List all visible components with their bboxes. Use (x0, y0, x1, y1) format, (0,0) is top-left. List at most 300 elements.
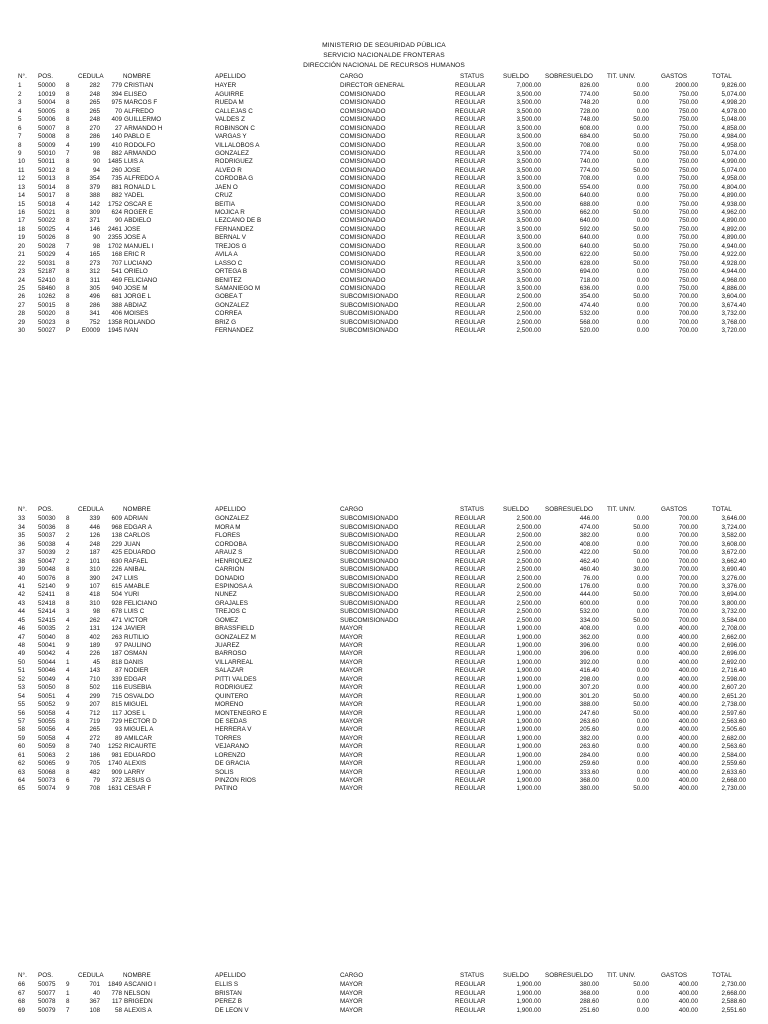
cedula-entry: 372 (111, 777, 122, 784)
total: 9,826.00 (721, 82, 746, 90)
last-name: ESPINOSA A (215, 582, 253, 590)
last-name: MONTENEGRO E (215, 709, 267, 717)
salary: 1,900.00 (516, 709, 541, 717)
expenses: 400.00 (678, 684, 698, 692)
overtime-pay: 380.00 (579, 785, 599, 793)
payroll-table-page-2 (0, 508, 768, 795)
status: REGULAR (455, 650, 486, 658)
salary: 3,500.00 (516, 90, 541, 98)
first-name: JAVIER (124, 625, 146, 633)
expenses: 750.00 (678, 268, 698, 276)
row-number: 59 (18, 734, 26, 742)
salary: 1,900.00 (516, 684, 541, 692)
overtime-pay: 640.00 (579, 192, 599, 200)
degree-bonus: 0.00 (636, 310, 649, 318)
total: 4,890.00 (721, 234, 746, 242)
row-number: 19 (18, 234, 26, 242)
last-name: NUNEZ (215, 591, 237, 599)
cedula-entry: 1485 (107, 158, 122, 166)
cedula-entry: 882 (111, 192, 122, 200)
payroll-table-page-1 (0, 75, 768, 337)
salary: 3,500.00 (516, 209, 541, 216)
cedula-book: 712 (89, 709, 100, 717)
row-number: 55 (18, 701, 26, 709)
expenses: 750.00 (678, 107, 698, 115)
table-row (0, 1008, 768, 1016)
position-code: 50006 (38, 116, 56, 124)
cedula-province: 2 (66, 625, 70, 633)
total: 3,732.00 (721, 310, 746, 318)
status: REGULAR (455, 301, 486, 309)
expenses: 400.00 (678, 650, 698, 658)
degree-bonus: 0.00 (636, 734, 649, 742)
cedula-province: 4 (66, 616, 70, 624)
first-name: ARMANDO (124, 149, 157, 157)
salary: 3,500.00 (516, 133, 541, 141)
row-number: 68 (18, 998, 26, 1006)
degree-bonus: 0.00 (636, 633, 649, 641)
overtime-pay: 263.60 (579, 717, 599, 725)
degree-bonus: 50.00 (633, 591, 649, 599)
status: REGULAR (455, 768, 486, 776)
degree-bonus: 0.00 (636, 684, 649, 692)
total: 2,738.00 (721, 701, 746, 709)
total: 4,962.00 (721, 209, 746, 216)
rank: MAYOR (340, 675, 363, 683)
total: 4,978.00 (721, 107, 746, 115)
first-name: RUTILIO (124, 633, 149, 641)
overtime-pay: 307.20 (579, 684, 599, 692)
salary: 3,500.00 (516, 268, 541, 276)
overtime-pay: 382.00 (579, 532, 599, 540)
position-code: 50079 (38, 1006, 56, 1014)
salary: 2,500.00 (516, 523, 541, 531)
cedula-entry: 409 (111, 116, 122, 124)
last-name: CORDOBA (215, 540, 247, 548)
last-name: DONADIO (215, 574, 245, 582)
first-name: FELICIANO (124, 599, 158, 607)
position-code: 50007 (38, 124, 56, 132)
position-code: 50037 (38, 532, 56, 540)
total: 2,607.20 (721, 684, 746, 692)
status: REGULAR (455, 709, 486, 717)
first-name: JESUS G (124, 777, 151, 784)
row-number: 25 (18, 284, 26, 292)
total: 2,505.60 (721, 726, 746, 734)
expenses: 700.00 (678, 301, 698, 309)
status: REGULAR (455, 209, 486, 216)
rank: MAYOR (340, 709, 363, 717)
first-name: ALFREDO A (124, 175, 160, 183)
cedula-book: 710 (89, 675, 100, 683)
cedula-province: 8 (66, 599, 70, 607)
salary: 2,500.00 (516, 318, 541, 326)
total: 4,890.00 (721, 192, 746, 200)
status: REGULAR (455, 726, 486, 734)
cedula-province: 8 (66, 90, 70, 98)
header-sueldo: SUELDO (503, 506, 529, 513)
cedula-entry: 425 (111, 549, 122, 557)
header-apellido: APELLIDO (215, 506, 246, 513)
overtime-pay: 640.00 (579, 242, 599, 250)
last-name: MOJICA R (215, 209, 245, 216)
cedula-entry: 263 (111, 633, 122, 641)
overtime-pay: 774.00 (579, 90, 599, 98)
first-name: EDGAR A (124, 523, 152, 531)
cedula-entry: 909 (111, 768, 122, 776)
cedula-entry: 624 (111, 209, 122, 216)
position-code: 50058 (38, 709, 56, 717)
cedula-entry: 609 (111, 515, 122, 523)
degree-bonus: 0.00 (636, 760, 649, 768)
rank: SUBCOMISIONADO (340, 515, 399, 523)
first-name: IVAN (124, 327, 139, 335)
degree-bonus: 50.00 (633, 116, 649, 124)
total: 5,074.00 (721, 90, 746, 98)
last-name: ELLIS S (215, 981, 239, 989)
total: 5,074.00 (721, 166, 746, 174)
degree-bonus: 50.00 (633, 692, 649, 700)
status: REGULAR (455, 149, 486, 157)
position-code: 50065 (38, 760, 56, 768)
row-number: 13 (18, 183, 26, 191)
overtime-pay: 532.00 (579, 310, 599, 318)
position-code: 50005 (38, 107, 56, 115)
salary: 2,500.00 (516, 515, 541, 523)
status: REGULAR (455, 743, 486, 751)
rank: COMISIONADO (340, 183, 386, 191)
row-number: 20 (18, 242, 26, 250)
cedula-book: 265 (89, 107, 100, 115)
overtime-pay: 284.00 (579, 751, 599, 759)
total: 4,804.00 (721, 183, 746, 191)
position-code: 50023 (38, 318, 56, 326)
header-status: STATUS (460, 972, 484, 979)
total: 2,668.00 (721, 989, 746, 997)
cedula-province: 4 (66, 200, 70, 208)
position-code: 50020 (38, 310, 56, 318)
last-name: AGUIRRE (215, 90, 244, 98)
position-code: 50008 (38, 133, 56, 141)
cedula-book: 705 (89, 760, 100, 768)
cedula-province: 1 (66, 989, 70, 997)
cedula-book: 270 (89, 124, 100, 132)
position-code: 50052 (38, 701, 56, 709)
total: 2,708.00 (721, 625, 746, 633)
salary: 1,900.00 (516, 717, 541, 725)
status: REGULAR (455, 566, 486, 574)
last-name: SALAZAR (215, 667, 244, 675)
overtime-pay: 608.00 (579, 124, 599, 132)
cedula-province: 8 (66, 310, 70, 318)
expenses: 700.00 (678, 582, 698, 590)
last-name: SOLIS (215, 768, 234, 776)
salary: 3,500.00 (516, 217, 541, 225)
header-nombre: NOMBRE (123, 972, 151, 979)
expenses: 750.00 (678, 242, 698, 250)
cedula-entry: 1740 (107, 760, 122, 768)
row-number: 53 (18, 684, 26, 692)
rank: MAYOR (340, 785, 363, 793)
last-name: VILLARREAL (215, 658, 254, 666)
expenses: 750.00 (678, 166, 698, 174)
degree-bonus: 0.00 (636, 599, 649, 607)
status: REGULAR (455, 599, 486, 607)
rank: SUBCOMISIONADO (340, 582, 399, 590)
first-name: JOSE (124, 166, 141, 174)
cedula-province: 7 (66, 149, 70, 157)
total: 3,800.00 (721, 599, 746, 607)
row-number: 58 (18, 726, 26, 734)
total: 4,938.00 (721, 200, 746, 208)
row-number: 36 (18, 540, 26, 548)
total: 2,551.60 (721, 1006, 746, 1014)
degree-bonus: 0.00 (636, 141, 649, 149)
row-number: 33 (18, 515, 26, 523)
cedula-entry: 406 (111, 310, 122, 318)
last-name: GONZALEZ M (215, 633, 256, 641)
total: 3,604.00 (721, 293, 746, 301)
row-number: 63 (18, 768, 26, 776)
status: REGULAR (455, 777, 486, 784)
cedula-province: 8 (66, 133, 70, 141)
row-number: 52 (18, 675, 26, 683)
header-pos: POS. (38, 73, 54, 80)
cedula-entry: 615 (111, 582, 122, 590)
cedula-entry: 630 (111, 557, 122, 565)
position-code: 50042 (38, 650, 56, 658)
row-number: 43 (18, 599, 26, 607)
first-name: LUIS (124, 574, 138, 582)
cedula-province: 4 (66, 225, 70, 233)
cedula-book: 482 (89, 768, 100, 776)
position-code: 10262 (38, 293, 56, 301)
header-cargo: CARGO (340, 972, 364, 979)
row-number: 2 (18, 90, 22, 98)
last-name: VALDES Z (215, 116, 245, 124)
rank: COMISIONADO (340, 284, 386, 292)
first-name: CESAR F (124, 785, 152, 793)
cedula-book: 126 (89, 532, 100, 540)
first-name: ABDIELO (124, 217, 152, 225)
cedula-entry: 226 (111, 566, 122, 574)
position-code: 50076 (38, 574, 56, 582)
cedula-book: 752 (89, 318, 100, 326)
last-name: ALVEO R (215, 166, 242, 174)
salary: 3,500.00 (516, 284, 541, 292)
position-code: 50049 (38, 675, 56, 683)
cedula-province: 8 (66, 684, 70, 692)
salary: 1,900.00 (516, 625, 541, 633)
expenses: 400.00 (678, 625, 698, 633)
header-sobresueldo: SOBRESUELDO (545, 972, 593, 979)
expenses: 400.00 (678, 658, 698, 666)
status: REGULAR (455, 116, 486, 124)
cedula-entry: 779 (111, 82, 122, 90)
last-name: VARGAS Y (215, 133, 247, 141)
cedula-book: 146 (89, 225, 100, 233)
overtime-pay: 622.00 (579, 251, 599, 259)
degree-bonus: 30.00 (633, 566, 649, 574)
total: 4,886.00 (721, 284, 746, 292)
row-number: 18 (18, 225, 26, 233)
cedula-book: 311 (89, 276, 100, 284)
cedula-entry: 729 (111, 717, 122, 725)
position-code: 50068 (38, 768, 56, 776)
first-name: PABLO E (124, 133, 151, 141)
last-name: PEREZ B (215, 998, 242, 1006)
first-name: PAULINO (124, 642, 152, 649)
status: REGULAR (455, 107, 486, 115)
header-tit-univ: TIT. UNIV. (607, 506, 636, 513)
status: REGULAR (455, 591, 486, 599)
last-name: BERNAL V (215, 234, 246, 242)
first-name: DANIS (124, 658, 144, 666)
overtime-pay: 354.00 (579, 293, 599, 301)
cedula-book: 740 (89, 743, 100, 751)
status: REGULAR (455, 625, 486, 633)
status: REGULAR (455, 684, 486, 692)
last-name: JUAREZ (215, 642, 240, 649)
position-code: 50040 (38, 633, 56, 641)
degree-bonus: 0.00 (636, 1006, 649, 1014)
rank: COMISIONADO (340, 268, 386, 276)
cedula-book: 354 (89, 175, 100, 183)
position-code: 50013 (38, 175, 56, 183)
expenses: 400.00 (678, 717, 698, 725)
cedula-book: 45 (92, 658, 100, 666)
last-name: HAYER (215, 82, 237, 90)
cedula-book: 98 (92, 242, 100, 250)
total: 2,584.00 (721, 751, 746, 759)
cedula-province: 9 (66, 701, 70, 709)
last-name: BARROSO (215, 650, 247, 658)
position-code: 52418 (38, 599, 56, 607)
expenses: 400.00 (678, 667, 698, 675)
expenses: 750.00 (678, 192, 698, 200)
overtime-pay: 774.00 (579, 166, 599, 174)
first-name: LUIS A (124, 158, 144, 166)
cedula-province: 9 (66, 582, 70, 590)
salary: 1,900.00 (516, 726, 541, 734)
total: 3,276.00 (721, 574, 746, 582)
degree-bonus: 0.00 (636, 582, 649, 590)
overtime-pay: 444.00 (579, 591, 599, 599)
first-name: NODIER (124, 667, 149, 675)
row-number: 35 (18, 532, 26, 540)
cedula-book: 226 (89, 650, 100, 658)
cedula-entry: 1702 (107, 242, 122, 250)
expenses: 750.00 (678, 99, 698, 107)
expenses: 400.00 (678, 726, 698, 734)
total: 2,597.60 (721, 709, 746, 717)
first-name: AMILCAR (124, 734, 152, 742)
cedula-entry: 394 (111, 90, 122, 98)
degree-bonus: 0.00 (636, 192, 649, 200)
row-number: 8 (18, 141, 22, 149)
header-gastos: GASTOS (661, 506, 688, 513)
row-number: 1 (18, 82, 22, 90)
position-code: 50022 (38, 217, 56, 225)
expenses: 750.00 (678, 259, 698, 267)
position-code: 50004 (38, 99, 56, 107)
total: 4,940.00 (721, 242, 746, 250)
cedula-province: 8 (66, 515, 70, 523)
cedula-entry: 1252 (107, 743, 122, 751)
cedula-book: 98 (92, 608, 100, 616)
cedula-province: 4 (66, 540, 70, 548)
cedula-book: 108 (89, 1006, 100, 1014)
total: 4,928.00 (721, 259, 746, 267)
expenses: 700.00 (678, 591, 698, 599)
status: REGULAR (455, 82, 486, 90)
status: REGULAR (455, 667, 486, 675)
cedula-book: 312 (89, 268, 100, 276)
degree-bonus: 0.00 (636, 301, 649, 309)
header-sueldo: SUELDO (503, 972, 529, 979)
overtime-pay: 396.00 (579, 642, 599, 649)
row-number: 5 (18, 116, 22, 124)
header-nombre: NOMBRE (123, 73, 151, 80)
document-title (0, 41, 768, 71)
salary: 2,500.00 (516, 574, 541, 582)
cedula-province: 8 (66, 175, 70, 183)
cedula-province: 8 (66, 743, 70, 751)
expenses: 400.00 (678, 760, 698, 768)
row-number: 23 (18, 268, 26, 276)
rank: COMISIONADO (340, 124, 386, 132)
row-number: 49 (18, 650, 26, 658)
degree-bonus: 0.00 (636, 667, 649, 675)
first-name: MIGUEL (124, 701, 149, 709)
cedula-entry: 93 (114, 726, 122, 734)
cedula-province: 8 (66, 183, 70, 191)
header-apellido: APELLIDO (215, 73, 246, 80)
cedula-entry: 707 (111, 259, 122, 267)
status: REGULAR (455, 642, 486, 649)
row-number: 57 (18, 717, 26, 725)
last-name: GONZALEZ (215, 515, 249, 523)
expenses: 750.00 (678, 158, 698, 166)
salary: 2,500.00 (516, 327, 541, 335)
row-number: 48 (18, 642, 26, 649)
salary: 2,500.00 (516, 540, 541, 548)
cedula-province: 7 (66, 242, 70, 250)
overtime-pay: 640.00 (579, 234, 599, 242)
first-name: EDGAR (124, 675, 147, 683)
degree-bonus: 50.00 (633, 981, 649, 989)
position-code: 50010 (38, 149, 56, 157)
first-name: JUAN (124, 540, 141, 548)
first-name: ORIELO (124, 268, 148, 276)
total: 3,694.00 (721, 591, 746, 599)
overtime-pay: 708.00 (579, 141, 599, 149)
row-number: 54 (18, 692, 26, 700)
row-number: 56 (18, 709, 26, 717)
rank: COMISIONADO (340, 141, 386, 149)
overtime-pay: 568.00 (579, 318, 599, 326)
row-number: 51 (18, 667, 26, 675)
last-name: AVILA A (215, 251, 238, 259)
cedula-province: 8 (66, 158, 70, 166)
rank: MAYOR (340, 998, 363, 1006)
cedula-entry: 117 (111, 709, 122, 717)
expenses: 750.00 (678, 133, 698, 141)
cedula-entry: 410 (111, 141, 122, 149)
cedula-book: 248 (89, 90, 100, 98)
rank: COMISIONADO (340, 166, 386, 174)
first-name: ADRIAN (124, 515, 148, 523)
